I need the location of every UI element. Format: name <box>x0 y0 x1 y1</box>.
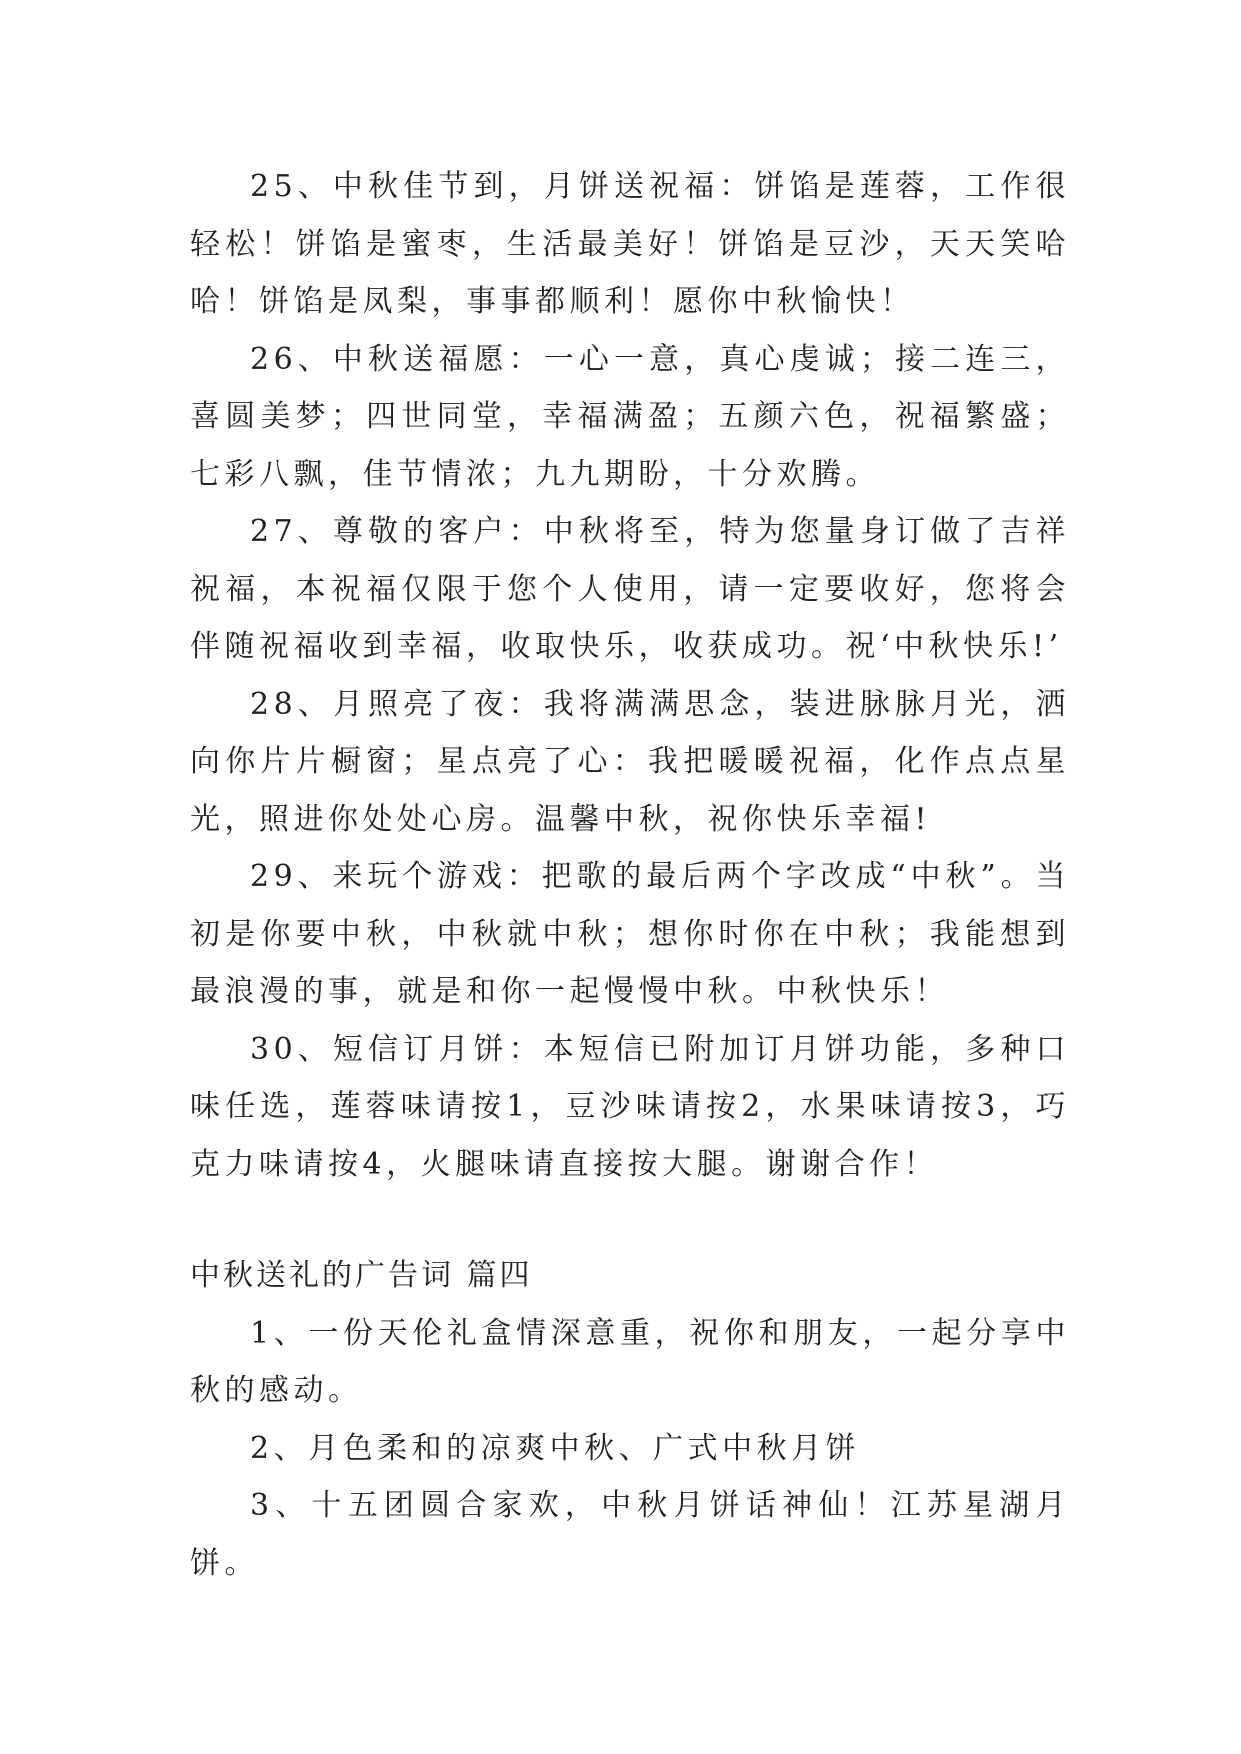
paragraph-30: 30、短信订月饼：本短信已附加订月饼功能，多种口味任选，莲蓉味请按1，豆沙味请按2，水果味请按3，巧克力味请按4，火腿味请直接按大腿。谢谢合作！ <box>190 1031 1070 1182</box>
section-item-1: 1、一份天伦礼盒情深意重，祝你和朋友，一起分享中秋的感动。 <box>190 1315 1070 1408</box>
paragraph-29: 29、来玩个游戏：把歌的最后两个字改成“中秋”。当初是你要中秋，中秋就中秋；想你时你在中秋；我能想到最浪漫的事，就是和你一起慢慢中秋。中秋快乐！ <box>190 859 1070 1009</box>
paragraph-27: 27、尊敬的客户：中秋将至，特为您量身订做了吉祥祝福，本祝福仅限于您个人使用，请一定要收好，您将会伴随祝福收到幸福，收取快乐，收获成功。祝‘中秋快乐!’ <box>190 514 1070 664</box>
paragraph-28: 28、月照亮了夜：我将满满思念，装进脉脉月光，洒向你片片橱窗；星点亮了心：我把暖暖祝福，化作点点星光，照进你处处心房。温馨中秋，祝你快乐幸福! <box>190 686 1070 837</box>
section-heading: 中秋送礼的广告词 篇四 <box>190 1258 533 1293</box>
paragraph-25: 25、中秋佳节到，月饼送祝福：饼馅是莲蓉，工作很轻松！饼馅是蜜枣，生活最美好！饼馅是豆沙，天天笑哈哈！饼馅是凤梨，事事都顺利！愿你中秋愉快！ <box>190 169 1070 319</box>
document-body <box>190 158 1070 1592</box>
section-item-3: 3、十五团圆合家欢，中秋月饼话神仙！江苏星湖月饼。 <box>190 1488 1070 1581</box>
paragraph-26: 26、中秋送福愿：一心一意，真心虔诚；接二连三，喜圆美梦；四世同堂，幸福满盈；五颜六色，祝福繁盛；七彩八飘，佳节情浓；九九期盼，十分欢腾。 <box>190 341 1070 492</box>
section-item-2: 2、月色柔和的凉爽中秋、广式中秋月饼 <box>250 1430 861 1466</box>
